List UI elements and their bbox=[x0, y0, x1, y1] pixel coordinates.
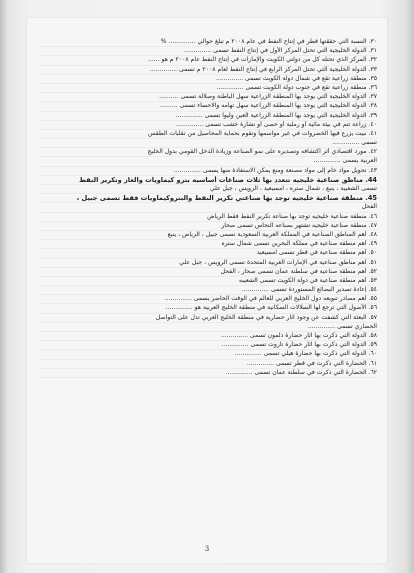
question-line: ٣٢. المركز الذي تحتله كل من دولتي الكويت والإمارات في إنتاج النفط عام ٢٠٠٨ م هو ...... bbox=[39, 56, 377, 65]
question-line: ٣٧. الدولة الخليجية التي يوجد بها المنطقة الزراعية سهل الباطنة وصلالة تسمى .......... bbox=[39, 93, 377, 102]
question-line: ٣٦. منطقة زراعية تقع في جنوب دولة الكويت تسمى .............. bbox=[39, 84, 377, 93]
question-list bbox=[39, 38, 377, 378]
question-line: ٤١. نبيت يزرع فيها الخضروات في غير مواسمها وتقوم بحماية المحاصيل من تقلبات الطقس bbox=[39, 130, 377, 139]
page-number: 3 bbox=[204, 545, 210, 553]
question-line: ٤٣. تحويل مواد خام إلى مواد مصنعة ومنع يمكن الاستفادة منها يسمى .............. bbox=[39, 167, 377, 176]
question-line: الفحل bbox=[39, 203, 377, 212]
question-line: ٥٠. أهم منطقة صناعية في قطر تسمى امسيعيد bbox=[39, 249, 377, 258]
question-line: ٤٩. أهم منطقة صناعية في مملكة البحرين تسمى شمال ستره bbox=[39, 240, 377, 249]
question-line: ٦١. الحضارة التي ذكرت في قطر تسمى .............. bbox=[39, 360, 377, 369]
question-line: ٣٨. الدولة الخليجية التي يوجد بها المنطقة الزراعية سهل تهامه والاحساء تسمى ......... bbox=[39, 102, 377, 111]
question-line: ٤٧. منطقة صناعية خليجيه تشتهر بصناعه النحاس تسمى صحار bbox=[39, 222, 377, 231]
question-line: ٤٢. مورد اقتصادي أثر اكتشافه وتصديره على نمو الصناعة وزيادة الدخل القومي بدول الخليج bbox=[39, 148, 377, 157]
question-line: ٥٦. الأصول التي ترجع لها السلالات السكانية في منطقة الخليج العربية هو .............. bbox=[39, 304, 377, 313]
question-line: ٥١. أهم مناطق صناعية في الإمارات العربية المتحدة تسمى الرويس ، جبل علي bbox=[39, 259, 377, 268]
question-line: ٣١. الدولة الخليجية التي تحتل المركز الأول في إنتاج النفط تسمى .............. bbox=[39, 47, 377, 56]
question-line: ٥٨. الدولة التي ذكرت بها آثار حضارة دلمون تسمى .............. bbox=[39, 332, 377, 341]
question-line: ٥٥. أهم مصادر تنويعه دول الخليج العربي للعالم في الوقت الحاضر يسمى .............. bbox=[39, 295, 377, 304]
worksheet-page bbox=[27, 18, 387, 563]
question-line: ٦٠. الدولة التي ذكرت بها حضارة هيلي تسمى .............. bbox=[39, 350, 377, 359]
question-line: ٦٢. الحضارة التي ذكرت في سلطنة عمان تسمى .............. bbox=[39, 369, 377, 378]
question-line: ٥٧. البعثة التي كشفت عن وجود آثار حضارية في منطقة الخليج العربي تدل على التواصل bbox=[39, 314, 377, 323]
question-line: ٣٠. النسبة التي حققتها قطر في إنتاج النفط في عام ٢٠٠٨ م تبلغ حوالي .............. % bbox=[39, 38, 377, 47]
question-line: الحضاري تسمى .............. bbox=[39, 323, 377, 332]
question-line: ٥٣. أهم منطقة صناعية في دولة الكويت تسمى الشعيبه bbox=[39, 277, 377, 286]
question-line: ٥٤. إعادة تصدير البضائع المستوردة تسمى .............. bbox=[39, 286, 377, 295]
question-line: ٥٢. أهم منطقة صناعية في سلطنة عمان تسمى صحار ، الفحل bbox=[39, 268, 377, 277]
question-line: 45. منطقة صناعية خليجيه توجد بها صناعتي تكرير النفط والبتروكيماويات فقط تسمى جبيل ، bbox=[39, 194, 377, 203]
question-line: تسمى الشعيبة ، ينبع ، شمال ستره ، امسيعيد ، الرويس ، جبل علي bbox=[39, 185, 377, 194]
question-line: تسمى .............. bbox=[39, 139, 377, 148]
question-line: ٤٦. منطقة صناعية خليجيه توجد بها صناعة تكرير النفط فقط الرياض bbox=[39, 213, 377, 222]
question-line: ٤٠. زراعة تتم في بيئة مائية أو رملية أو حصى أو نشارة خشب تسمى .............. bbox=[39, 121, 377, 130]
question-line: ٣٩. الدولة الخليجية التي يوجد بها المنطقة الزراعية العين وليوا تسمى .............. bbox=[39, 112, 377, 121]
question-line: ٣٥. منطقة زراعية تقع في شمال دولة الكويت تسمى .............. bbox=[39, 75, 377, 84]
question-line: ٤٨. أهم المناطق الصناعية في المملكة العربية السعودية تسمى جبيل ، الرياض ، ينبع bbox=[39, 231, 377, 240]
question-line: ٥٩. الدولة التي ذكرت بها آثار حضارة تاروت تسمى .............. bbox=[39, 341, 377, 350]
question-line: العربية يسمى .............. bbox=[39, 157, 377, 166]
question-line: ٣٣. الدولة الخليجية التي تحتل المركز الرابع في إنتاج النفط لعام ٢٠٠٨ م تسمى .............. bbox=[39, 66, 377, 75]
question-line: 44. مناطق صناعية خليجيه تتعدد بها ثلاث صناعات أساسيه بترو كيماويات والغاز وتكرير النفط bbox=[39, 176, 377, 185]
